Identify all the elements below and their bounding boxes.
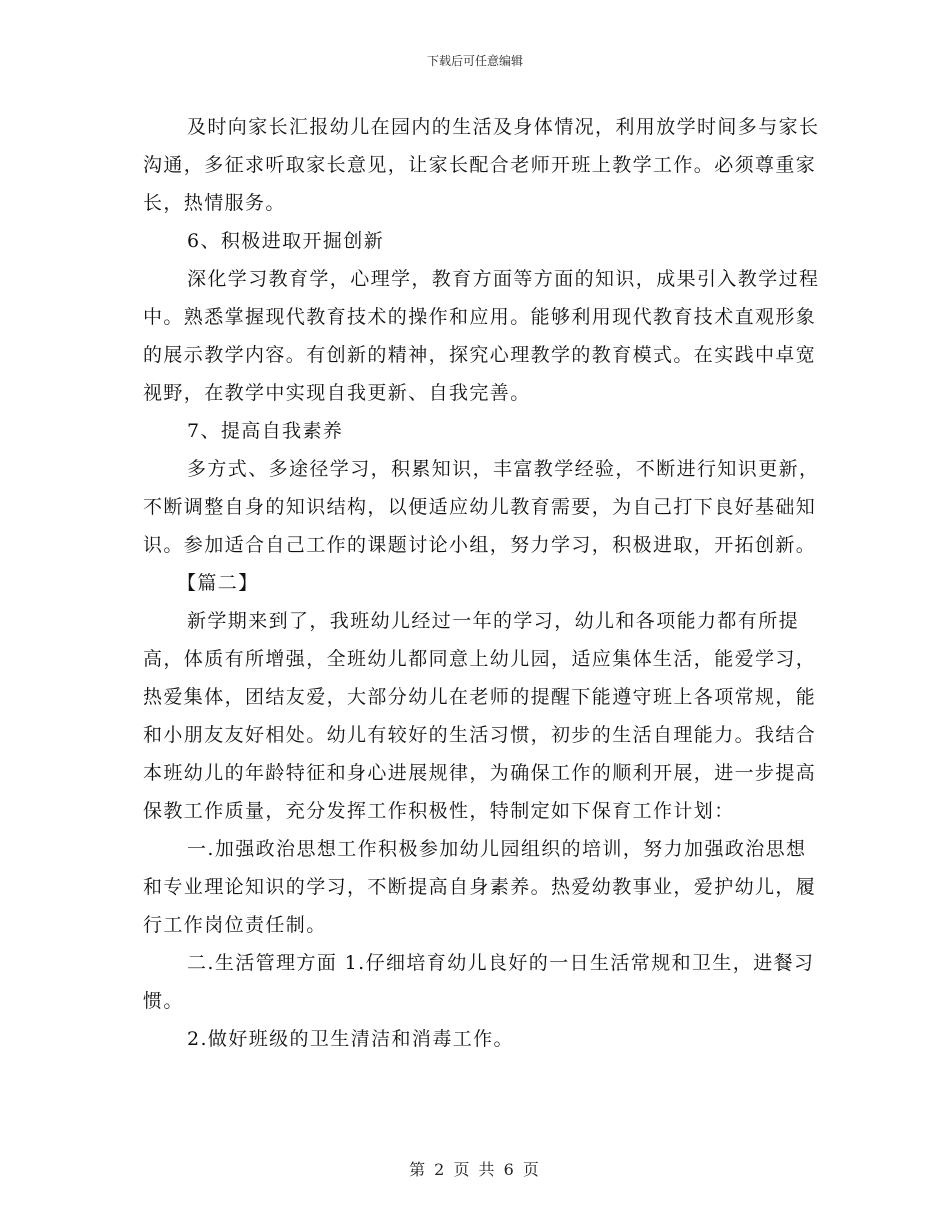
paragraph-item-2-2: 2.做好班级的卫生清洁和消毒工作。: [187, 1028, 514, 1050]
page-footer: 第 2 页 共 6 页: [409, 1160, 541, 1179]
section-heading-part-two: 【篇二】: [177, 572, 259, 594]
paragraph-parent-communication: 及时向家长汇报幼儿在园内的生活及身体情况，利用放学时间多与家长沟通，多征求听取家长意见，让家长配合老师开班上教学工作。必须尊重家长，热情服务。: [143, 116, 820, 214]
paragraph-item-2: 二.生活管理方面 1.仔细培育幼儿良好的一日生活常规和卫生，进餐习惯。: [143, 952, 815, 1012]
page-header: 下载后可任意编辑: [426, 54, 523, 68]
document-body: [143, 108, 823, 1058]
paragraph-item-1: 一.加强政治思想工作积极参加幼儿园组织的培训，努力加强政治思想和专业理论知识的学习，不断提高自身素养。热爱幼教事业，爱护幼儿，履行工作岗位责任制。: [143, 838, 817, 936]
paragraph-intro: 新学期来到了，我班幼儿经过一年的学习，幼儿和各项能力都有所提高，体质有所增强，全班幼儿都同意上幼儿园，适应集体生活，能爱学习，热爱集体，团结友爱，大部分幼儿在老师的提醒下能遵守班上各项常规，能和小朋友友好相处。幼儿有较好的生活习惯，初步的生活自理能力。我结合本班幼儿的年龄特征和身心进展规律，为确保工作的顺利开展，进一步提高保教工作质量，充分发挥工作积极性，特制定如下保育工作计划：: [143, 610, 817, 822]
paragraph-innovation: 深化学习教育学，心理学，教育方面等方面的知识，成果引入教学过程中。熟悉掌握现代教育技术的操作和应用。能够利用现代教育技术直观形象的展示教学内容。有创新的精神，探究心理教学的教育模式。在实践中卓宽视野，在教学中实现自我更新、自我完善。: [143, 268, 820, 404]
paragraph-self-improvement: 多方式、多途径学习，积累知识，丰富教学经验，不断进行知识更新，不断调整自身的知识结构，以便适应幼儿教育需要，为自己打下良好基础知识。参加适合自己工作的课题讨论小组，努力学习，积极进取，开拓创新。: [143, 458, 820, 556]
heading-item-6: 6、积极进取开掘创新: [187, 230, 385, 252]
heading-item-7: 7、提高自我素养: [187, 420, 344, 442]
